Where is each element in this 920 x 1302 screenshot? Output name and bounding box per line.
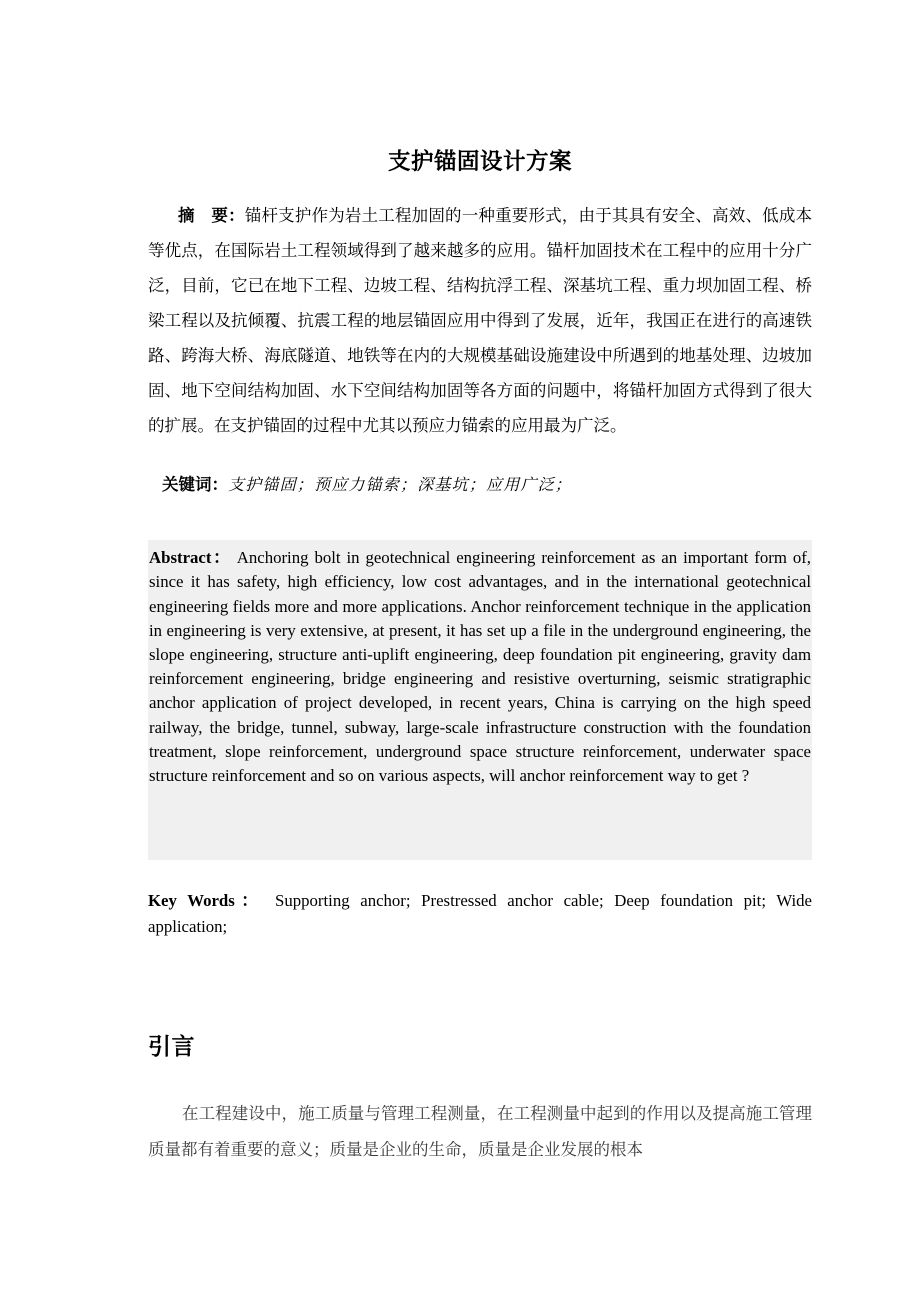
chinese-keywords-label: 关键词： xyxy=(162,475,228,495)
chinese-keywords xyxy=(148,443,812,502)
chinese-keywords-text: 支护锚固；预应力锚索；深基坑；应用广泛； xyxy=(228,477,573,495)
english-keywords xyxy=(148,860,812,940)
english-abstract xyxy=(148,540,812,860)
chinese-abstract-text: 锚杆支护作为岩土工程加固的一种重要形式，由于其具有安全、高效、低成本等优点，在国际岩土工程领域得到了越来越多的应用。锚杆加固技术在工程中的应用十分广泛，目前，它已在地下工程、边坡工程、结构抗浮工程、深基坑工程、重力坝加固工程、桥梁工程以及抗倾覆、抗震工程的地层锚固应用中得到了发展，近年，我国正在进行的高速铁路、跨海大桥、海底隧道、地铁等在内的大规模基础设施建设中所遇到的地基处理、边坡加固、地下空间结构加固、水下空间结构加固等各方面的问题中，将锚杆加固方式得到了很大的扩展。在支护锚固的过程中尤其以预应力锚索的应用最为广泛。 xyxy=(148,206,813,436)
page-content xyxy=(148,0,812,1168)
page-title: 支护锚固设计方案 xyxy=(387,149,572,175)
chinese-abstract-label: 摘 要： xyxy=(178,206,245,226)
english-keywords-text: Supporting anchor; Prestressed anchor cable; Deep foundation pit; Wide application; xyxy=(148,891,812,937)
paragraph-indent xyxy=(148,1104,182,1123)
english-abstract-label: Abstract： xyxy=(149,548,232,568)
introduction-heading: 引言 xyxy=(148,1034,195,1061)
introduction-paragraph xyxy=(148,1062,812,1168)
introduction-paragraph-text: 在工程建设中，施工质量与管理工程测量，在工程测量中起到的作用以及提高施工管理质量都有着重要的意义；质量是企业的生命，质量是企业发展的根本 xyxy=(148,1104,812,1160)
english-abstract-text: Anchoring bolt in geotechnical engineering reinforcement as an important form of, since it has safety, high efficiency, low cost advantages, and in the international geotechnical engineering fields more and more applications. Anchor reinforcement technique in the application in engineering is very extensive, at present, it has set up a file in the underground engineering, the slope engineering, structure anti-uplift engineering, deep foundation pit engineering, gravity dam reinforcement engineering, bridge engineering and resistive overturning, seismic stratigraphic anchor application of project developed, in recent years, China is carrying on the high speed railway, the bridge, tunnel, subway, large-scale infrastructure construction with the foundation treatment, slope reinforcement, underground space structure reinforcement, underwater space structure reinforcement and so on various aspects, will anchor reinforcement way to get ? xyxy=(149,548,811,785)
chinese-abstract xyxy=(148,176,812,443)
english-keywords-label: Key Words： xyxy=(148,891,265,911)
